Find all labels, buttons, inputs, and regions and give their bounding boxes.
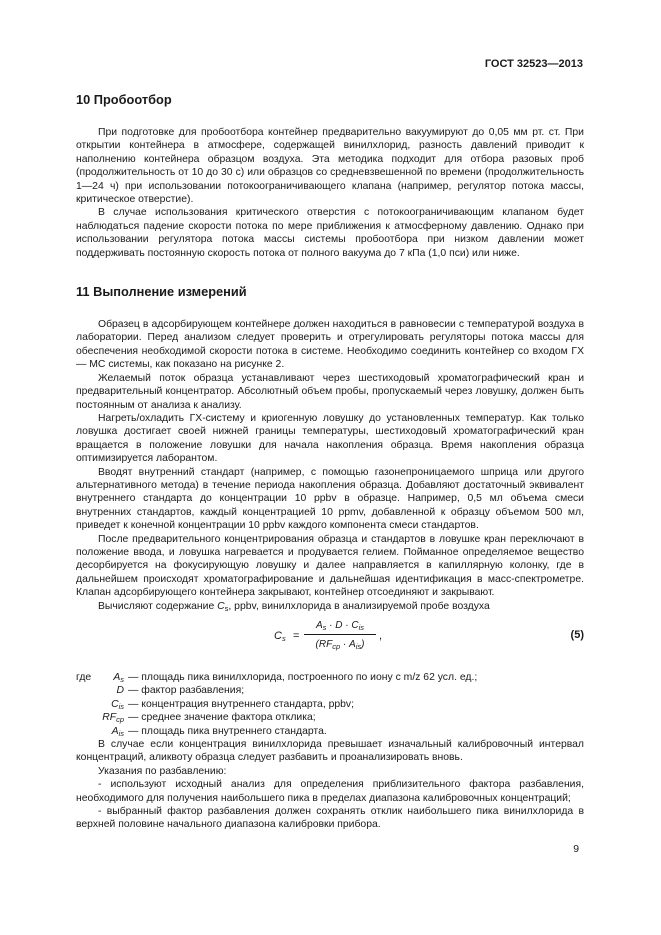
formula-denominator: $(RF_{ср} \cdot A_{is})$ xyxy=(315,639,365,652)
definition-row xyxy=(76,725,584,738)
dilution-item: - выбранный фактор разбавления должен сохранять отклик наибольшего пика винилхлорида в верхней половине начального диапазона калибровки прибора. xyxy=(76,806,584,831)
formula-5 xyxy=(76,619,584,665)
definition-symbol: D xyxy=(116,685,124,697)
formula-numerator: $A_s \cdot D \cdot C_{is}$ xyxy=(304,619,376,635)
section-11-paragraph: Образец в адсорбирующем контейнере должен находиться в равновесии с температурой воздуха в лаборатории. Перед анализом следует проверить и отрегулировать регуляторы потока массы для обеспечения необходимой скорости потока в системе. Необходимо соединить контейнер со входом ГХ — МС системы, как показано на рисунке 2. xyxy=(76,319,584,371)
definition-row xyxy=(76,671,584,684)
section-10-paragraph: При подготовке для пробоотбора контейнер предварительно вакуумируют до 0,05 мм рт. ст. При открытии контейнера в атмосфере, содержащей винилхлорид, разность давлений приводит к наполнению контейнера образцом воздуха. Эта методика подходит для отбора разовых проб (продолжительность от 10 до 30 с) или образцов со средневзвешенной по времени (продолжительность 1—24 ч) при использовании потокоограничивающего клапана (например, регулятор потока массы, критическое отверстие). xyxy=(76,127,584,206)
dilution-heading: Указания по разбавлению: xyxy=(98,765,227,777)
formula-fraction xyxy=(304,619,376,652)
definition-text: — среднее значение фактора отклика; xyxy=(128,712,316,724)
section-11-paragraph: Нагреть/охладить ГХ-систему и криогенную ловушку до установленных температур. Как только ловушка достигает своей нижней границы температуры, шестиходовый хроматографический кран вращается в положение ловушки для начала накопления образца. Время накопления образца оптимизируется лаборантом. xyxy=(76,412,584,465)
formula-comma: , xyxy=(379,630,383,642)
formula-lhs: $C_s$ xyxy=(274,630,286,643)
page-content xyxy=(76,92,584,832)
definition-text: — фактор разбавления; xyxy=(128,685,245,697)
section-11-title: 11 Выполнение измерений xyxy=(76,284,247,300)
section-10-paragraph: В случае использования критического отверстия с потокоограничивающим клапаном будет наблюдаться падение скорости потока по мере приближения к атмосферному давлению. Однако при использовании регулятора потока массы системы пробоотбора при низком давлении может поддерживать постоянную скорость потока от полного вакуума до 7 кПа (1,0 пси) или ниже. xyxy=(76,207,584,259)
dilution-paragraph: В случае если концентрация винилхлорида превышает изначальный калибровочный интервал концентраций, аликвоту образца следует разбавить и проанализировать вновь. xyxy=(76,739,584,764)
section-10-title: 10 Пробоотбор xyxy=(76,92,172,107)
definition-text: — концентрация внутреннего стандарта, ppbv; xyxy=(128,698,355,710)
variable-definitions xyxy=(76,671,584,738)
definition-symbol: $A_{is}$ xyxy=(111,725,124,738)
dilution-item: - используют исходный анализ для определения приблизительного фактора разбавления, необходимого для получения наибольшего пика в пределах диапазона калибровочных концентраций; xyxy=(76,779,584,804)
definition-symbol: $RF_{ср}$ xyxy=(102,712,124,725)
formula-equals: = xyxy=(293,630,300,642)
formula-number: (5) xyxy=(570,629,584,641)
definition-text: — площадь пика внутреннего стандарта. xyxy=(128,725,327,737)
definition-symbol: $A_s$ xyxy=(113,672,124,684)
document-header: ГОСТ 32523—2013 xyxy=(484,58,583,70)
section-11-paragraph: Желаемый поток образца устанавливают через шестиходовый хроматографический кран и предварительный концентратор. Абсолютный объем пробы, пропускаемый через ловушку, должен быть постоянным от анализа к анализу. xyxy=(76,372,584,411)
section-11-paragraph: Вычисляют содержание $C_s$, ppbv, винилхлорида в анализируемой пробе воздуха xyxy=(98,600,490,613)
definition-row xyxy=(76,698,584,711)
section-11-paragraph: Вводят внутренний стандарт (например, с помощью газонепроницаемого шприца или другого альтернативного метода) в течение периода накопления образца. Добавляют достаточный эквивалент внутреннего стандарта до концентрации 10 ppbv в образце. Например, 0,5 мл объема смеси внутренних стандартов, каждый концентрацией 10 ppmv, добавленной к образцу объемом 500 мл, приведет к конечной концентрации 10 ppbv каждого компонента смеси стандартов. xyxy=(76,466,584,532)
definition-symbol: $C_{is}$ xyxy=(111,698,124,711)
definition-row xyxy=(76,684,584,697)
definition-row xyxy=(76,711,584,724)
where-label: где xyxy=(76,672,92,683)
definition-text: — площадь пика винилхлорида, построенного по иону с m/z 62 усл. ед.; xyxy=(128,672,478,683)
page-number: 9 xyxy=(573,844,579,855)
section-11-paragraph: После предварительного концентрирования образца и стандартов в ловушке кран переключают в положение ввода, и ловушка нагревается и продувается гелием. Пойманное определяемое вещество десорбируется на фокусирующую ловушку и далее направляется в капиллярную колонку, где в дальнейшем происходят хроматографирование и дальнейшая идентификация в масс-спектрометре. Клапан адсорбирующего контейнера закрывают, контейнер отсоединяют и закрывают. xyxy=(76,533,584,599)
